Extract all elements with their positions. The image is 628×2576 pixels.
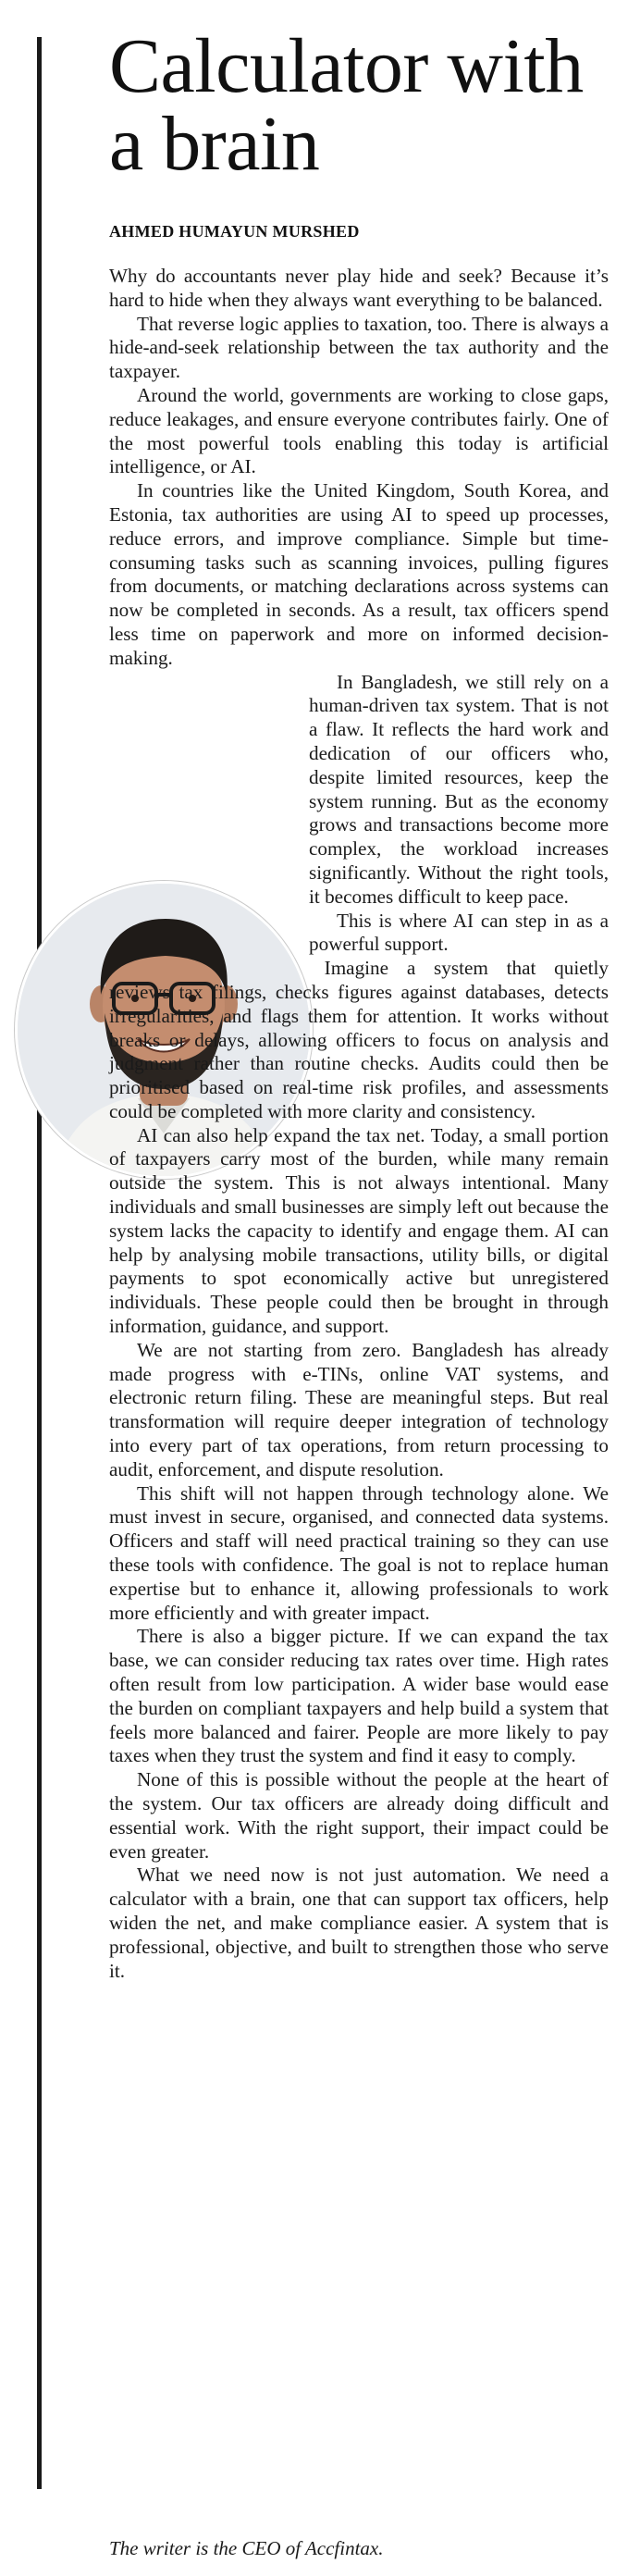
paragraph: We are not starting from zero. Bangladesh has already made progress with e-TINs, online VAT systems, and electronic return filing. These are meaningful steps. But real transformation will require deeper integration of technology into every part of tax operations, from return processing to audit, enforcement, and dispute resolution.: [109, 1338, 609, 1480]
article-body: [109, 265, 609, 1983]
paragraph: This shift will not happen through technology alone. We must invest in secure, organised, and connected data systems. Officers and staff will need practical training so they can use these tools with confidence. The goal is not to replace human expertise but to enhance it, allowing professionals to work more efficiently and with greater impact.: [109, 1481, 609, 1624]
paragraph: What we need now is not just automation. We need a calculator with a brain, one that can support tax officers, help widen the net, and make compliance easier. A system that is professional, objective, and built to strengthen those who serve it.: [109, 1864, 609, 1982]
paragraph: Why do accountants never play hide and seek? Because it’s hard to hide when they always want everything to be balanced.: [109, 265, 609, 311]
paragraph: None of this is possible without the people at the heart of the system. Our tax officers are already doing difficult and essential work. With the right support, their impact could be even greater.: [109, 1768, 609, 1863]
paragraph: That reverse logic applies to taxation, too. There is always a hide-and-seek relationship between the tax authority and the taxpayer.: [109, 312, 609, 383]
paragraph: In countries like the United Kingdom, South Korea, and Estonia, tax authorities are using AI to speed up processes, reduce errors, and improve compliance. Simple but time-consuming tasks such as scanning invoices, pulling figures from documents, or matching declarations across systems can now be completed in seconds. As a result, tax officers spend less time on paperwork and more on informed decision-making.: [109, 479, 609, 669]
paragraph: Imagine a system that quietly reviews tax filings, checks figures against databases, detects irregularities, and flags them for attention. It works without breaks or delays, allowing officers to focus on analysis and judgment rather than routine checks. Audits could then be prioritised based on real-time risk profiles, and assessments could be completed with more clarity and consistency.: [109, 957, 609, 1122]
paragraph: This is where AI can step in as a powerful support.: [309, 909, 609, 956]
column-rule: [37, 37, 42, 2489]
paragraph: There is also a bigger picture. If we can expand the tax base, we can consider reducing tax rates over time. High rates often result from low participation. A wider base would ease the burden on compliant taxpayers and help build a system that feels more balanced and fairer. People are more likely to pay taxes when they trust the system and find it easy to comply.: [109, 1625, 609, 1767]
headline: Calculator with a brain: [109, 23, 584, 187]
paragraph: AI can also help expand the tax net. Today, a small portion of taxpayers carry most of the burden, while many remain outside the system. This is not always intentional. Many individuals and small businesses are simply left out because the system lacks the capacity to identify and engage them. AI can help by analysing mobile transactions, utility bills, or digital payments to spot economically active but unregistered individuals. These people could then be brought in through information, guidance, and support.: [109, 1123, 609, 1338]
paragraph: In Bangladesh, we still rely on a human-driven tax system. That is not a flaw. It reflects the hard work and dedication of our officers who, despite limited resources, keep the system running. But as the economy grows and transactions become more complex, the workload increases significantly. Without the right tools, it becomes difficult to keep pace.: [309, 670, 609, 908]
byline: AHMED HUMAYUN MURSHED: [109, 222, 360, 241]
photo-wrap-space: [15, 669, 309, 961]
author-note: The writer is the CEO of Accfintax.: [109, 2537, 384, 2559]
paragraph: Around the world, governments are working to close gaps, reduce leakages, and ensure everyone contributes fairly. One of the most powerful tools enabling this today is artificial intelligence, or AI.: [109, 383, 609, 478]
